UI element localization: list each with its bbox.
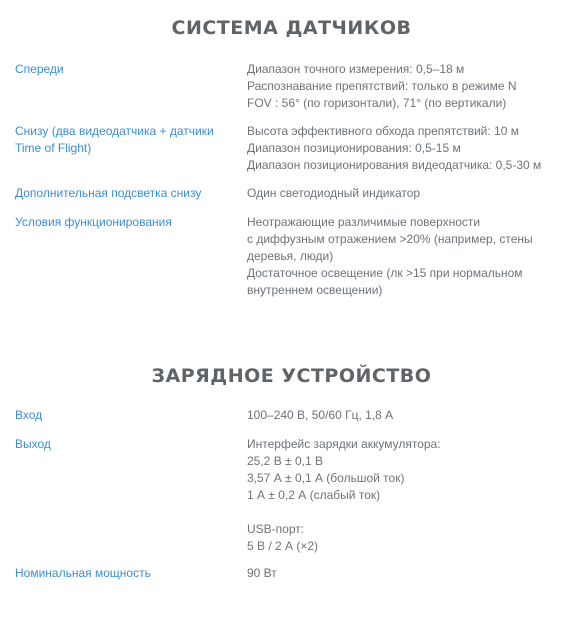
spec-value bbox=[247, 214, 577, 299]
spec-value bbox=[247, 407, 577, 424]
spec-value-line: FOV : 56° (по горизонтали), 71° (по вертикали) bbox=[247, 96, 507, 110]
spec-label: Номинальная мощность bbox=[15, 566, 151, 580]
spec-value bbox=[247, 565, 577, 582]
spec-value-line: 100–240 В, 50/60 Гц, 1,8 А bbox=[247, 408, 394, 422]
spec-value-line: Диапазон позиционирования: 0,5-15 м bbox=[247, 141, 461, 155]
spec-value bbox=[247, 436, 577, 555]
spec-value-line: с диффузным отражением >20% (например, стены bbox=[247, 232, 533, 246]
spec-value-line: Диапазон позиционирования видеодатчика: 0,5-30 м bbox=[247, 158, 542, 172]
spec-label: Дополнительная подсветка снизу bbox=[15, 186, 202, 200]
spec-label: Снизу (два видеодатчика + датчики Time of Flight) bbox=[15, 124, 214, 155]
sensors-section-title: СИСТЕМА ДАТЧИКОВ bbox=[171, 17, 412, 39]
spec-label: Вход bbox=[15, 408, 43, 422]
spec-value-line: USB-порт: bbox=[247, 522, 305, 536]
spec-value-line: 90 Вт bbox=[247, 566, 277, 580]
spec-value bbox=[247, 185, 577, 202]
spec-value-line: Диапазон точного измерения: 0,5–18 м bbox=[247, 62, 465, 76]
spec-value bbox=[247, 123, 577, 174]
spec-value-line: Интерфейс зарядки аккумулятора: bbox=[247, 437, 441, 451]
spec-value-line: деревья, люди) bbox=[247, 249, 334, 263]
spec-value-line: Распознавание препятствий: только в режиме N bbox=[247, 79, 517, 93]
spec-label: Выход bbox=[15, 437, 51, 451]
spec-value-line: Неотражающие различимые поверхности bbox=[247, 215, 481, 229]
spec-value-line: 5 В / 2 А (×2) bbox=[247, 539, 319, 553]
spec-value-line: внутреннем освещении) bbox=[247, 283, 383, 297]
charger-section-title: ЗАРЯДНОЕ УСТРОЙСТВО bbox=[151, 365, 432, 387]
spec-value-line: Один светодиодный индикатор bbox=[247, 186, 421, 200]
spec-value-line: 25,2 В ± 0,1 В bbox=[247, 454, 323, 468]
spec-label: Условия функционирования bbox=[15, 215, 172, 229]
spec-value-line: Достаточное освещение (лк >15 при нормальном bbox=[247, 266, 523, 280]
spec-value-line: Высота эффективного обхода препятствий: 10 м bbox=[247, 124, 519, 138]
spec-value-line: 3,57 А ± 0,1 А (большой ток) bbox=[247, 471, 405, 485]
spec-value-spacer bbox=[247, 504, 577, 521]
spec-value bbox=[247, 61, 577, 112]
spec-label: Спереди bbox=[15, 62, 64, 76]
spec-value-line: 1 А ± 0,2 А (слабый ток) bbox=[247, 488, 381, 502]
